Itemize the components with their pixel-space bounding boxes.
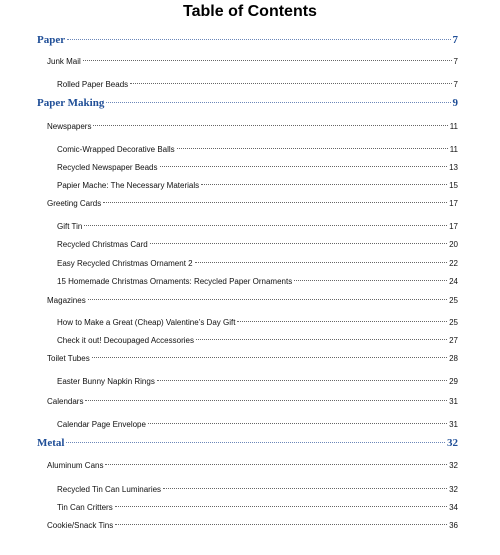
toc-entry-page: 28	[449, 354, 458, 363]
toc-entry-page: 25	[449, 318, 458, 327]
toc-entry-toilet-tubes[interactable]	[47, 354, 458, 366]
dot-leader	[157, 380, 447, 381]
toc-entry-label: Tin Can Critters	[57, 503, 113, 512]
toc-entry-aluminum-cans[interactable]	[47, 461, 458, 473]
toc-entry-easter-bunny-napkin-rings[interactable]	[57, 377, 458, 389]
toc-entry-page: 7	[452, 34, 458, 46]
dot-leader	[160, 166, 448, 167]
toc-entry-rolled-paper-beads[interactable]	[57, 80, 458, 92]
dot-leader	[201, 184, 447, 185]
dot-leader	[148, 423, 447, 424]
dot-leader	[93, 125, 447, 126]
dot-leader	[85, 400, 447, 401]
dot-leader	[150, 243, 447, 244]
toc-entry-page: 29	[449, 377, 458, 386]
toc-entry-label: Calendars	[47, 397, 84, 406]
toc-entry-label: Easter Bunny Napkin Rings	[57, 377, 155, 386]
toc-entry-page: 15	[449, 181, 458, 190]
toc-entry-label: Paper Making	[37, 97, 105, 109]
dot-leader	[67, 39, 450, 40]
toc-entry-page: 22	[449, 259, 458, 268]
toc-entry-label: Cookie/Snack Tins	[47, 521, 114, 530]
toc-entry-decoupaged-accessories[interactable]	[57, 336, 458, 348]
dot-leader	[177, 148, 448, 149]
dot-leader	[196, 339, 447, 340]
toc-entry-label: Rolled Paper Beads	[57, 80, 129, 89]
toc-entry-page: 17	[449, 199, 458, 208]
toc-entry-page: 25	[449, 296, 458, 305]
toc-entry-comic-wrapped-decorative-balls[interactable]	[57, 145, 458, 157]
toc-entry-label: Metal	[37, 437, 65, 449]
toc-entry-paper[interactable]	[37, 34, 458, 48]
toc-entry-paper-making[interactable]	[37, 97, 458, 111]
toc-entry-magazines[interactable]	[47, 296, 458, 308]
toc-entry-page: 36	[449, 521, 458, 530]
dot-leader	[88, 299, 447, 300]
toc-entry-label: Check it out! Decoupaged Accessories	[57, 336, 194, 345]
toc-entry-recycled-newspaper-beads[interactable]	[57, 163, 458, 175]
dot-leader	[84, 225, 447, 226]
toc-entry-page: 24	[449, 277, 458, 286]
toc-entry-page: 17	[449, 222, 458, 231]
toc-entry-page: 34	[449, 503, 458, 512]
toc-entry-label: Magazines	[47, 296, 86, 305]
toc-entry-label: Paper	[37, 34, 66, 46]
dot-leader	[83, 60, 452, 61]
dot-leader	[105, 464, 447, 465]
toc-entry-page: 32	[447, 437, 458, 449]
dot-leader	[106, 102, 450, 103]
toc-entry-page: 31	[449, 420, 458, 429]
toc-entry-label: Greeting Cards	[47, 199, 102, 208]
toc-entry-greeting-cards[interactable]	[47, 199, 458, 211]
toc-entry-valentines-day-gift[interactable]	[57, 318, 458, 330]
toc-entry-page: 32	[449, 485, 458, 494]
dot-leader	[294, 280, 447, 281]
toc-entry-easy-recycled-christmas-ornament[interactable]	[57, 259, 458, 271]
toc-entry-cookie-snack-tins[interactable]	[47, 521, 458, 533]
toc-entry-metal[interactable]	[37, 437, 458, 451]
toc-entry-label: Toilet Tubes	[47, 354, 90, 363]
toc-entry-label: How to Make a Great (Cheap) Valentine’s Day Gift	[57, 318, 236, 327]
dot-leader	[130, 83, 451, 84]
toc-entry-page: 20	[449, 240, 458, 249]
toc-entry-page: 11	[449, 122, 458, 131]
toc-entry-page: 9	[452, 97, 458, 109]
toc-entry-label: Easy Recycled Christmas Ornament 2	[57, 259, 193, 268]
dot-leader	[103, 202, 447, 203]
dot-leader	[66, 442, 445, 443]
dot-leader	[92, 357, 447, 358]
toc-entry-label: Aluminum Cans	[47, 461, 104, 470]
toc-entry-label: Junk Mail	[47, 57, 81, 66]
toc-entry-label: Gift Tin	[57, 222, 83, 231]
dot-leader	[163, 488, 447, 489]
page-title: Table of Contents	[183, 3, 317, 20]
toc-entry-page: 31	[449, 397, 458, 406]
toc-entry-calendar-page-envelope[interactable]	[57, 420, 458, 432]
toc-entry-label: Comic-Wrapped Decorative Balls	[57, 145, 175, 154]
toc-entry-gift-tin[interactable]	[57, 222, 458, 234]
dot-leader	[195, 262, 447, 263]
toc-entry-papier-mache[interactable]	[57, 181, 458, 193]
toc-entry-newspapers[interactable]	[47, 122, 458, 134]
toc-entry-page: 7	[453, 80, 458, 89]
toc-entry-label: Papier Mache: The Necessary Materials	[57, 181, 200, 190]
toc-entry-page: 27	[449, 336, 458, 345]
toc-entry-label: Recycled Christmas Card	[57, 240, 148, 249]
toc-entry-label: Newspapers	[47, 122, 92, 131]
toc-entry-page: 13	[449, 163, 458, 172]
toc-entry-label: Recycled Newspaper Beads	[57, 163, 158, 172]
toc-entry-recycled-tin-can-luminaries[interactable]	[57, 485, 458, 497]
toc-entry-page: 11	[449, 145, 458, 154]
toc-entry-label: 15 Homemade Christmas Ornaments: Recycled Paper Ornaments	[57, 277, 293, 286]
dot-leader	[115, 524, 447, 525]
toc-entry-junk-mail[interactable]	[47, 57, 458, 69]
toc-entry-label: Recycled Tin Can Luminaries	[57, 485, 162, 494]
toc-entry-recycled-christmas-card[interactable]	[57, 240, 458, 252]
toc-entry-calendars[interactable]	[47, 397, 458, 409]
dot-leader	[237, 321, 447, 322]
toc-entry-page: 32	[449, 461, 458, 470]
toc-entry-tin-can-critters[interactable]	[57, 503, 458, 515]
toc-entry-page: 7	[453, 57, 458, 66]
toc-entry-label: Calendar Page Envelope	[57, 420, 146, 429]
toc-entry-15-homemade-christmas-ornaments[interactable]	[57, 277, 458, 289]
dot-leader	[115, 506, 447, 507]
